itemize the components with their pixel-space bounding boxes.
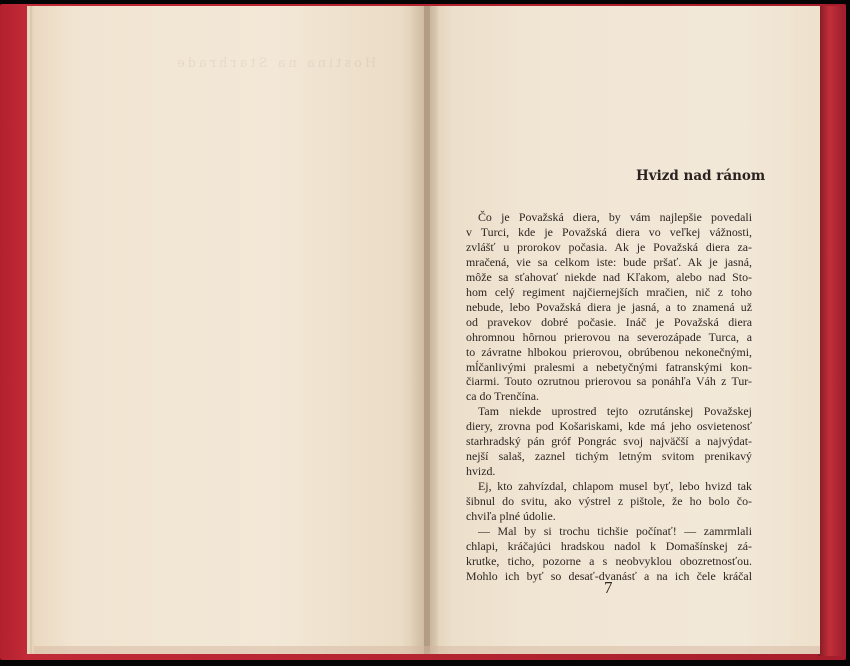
left-page bbox=[34, 6, 430, 654]
chapter-title: Hvizd nad ránom bbox=[636, 168, 766, 184]
text-line: nebude, lebo Považská diera je jasná, a to znamená už bbox=[466, 299, 752, 314]
text-line: — Mal by si trochu tichšie počínať! — zamrmlali bbox=[478, 524, 752, 539]
text-line: od pravekov dobré počasie. Ináč je Považská diera bbox=[466, 314, 752, 329]
text-line: hvizd. bbox=[466, 464, 496, 479]
text-line: to závratne hlbokou prierovou, obrúbenou nekonečnými, bbox=[466, 344, 752, 359]
text-line: nejší salaš, zaznel tichým letným svitom prenikavý bbox=[466, 449, 752, 464]
text-line: diery, zrovna pod Košariskami, kde má jeho osvietenosť bbox=[466, 419, 752, 434]
text-line: Tam niekde uprostred tejto ozrutánskej Považskej bbox=[478, 404, 752, 419]
text-line: starhradský pán gróf Pongrác svoj najväčší a najvýdat- bbox=[466, 434, 752, 449]
text-line: mračená, vie sa celkom iste: bude pršať. Ak je jasná, bbox=[466, 254, 752, 269]
text-line: čiarmi. Touto ozrutnou prierovou sa ponáhľa Váh z Tur- bbox=[466, 374, 752, 389]
text-line: môže sa sťahovať niekde nad Kľakom, alebo nad Sto- bbox=[466, 269, 752, 284]
text-line: Ej, kto zahvízdal, chlapom musel byť, lebo hvizd tak bbox=[478, 479, 752, 494]
text-line: zvlášť u prorokov počasia. Ak je Považská diera za- bbox=[466, 239, 752, 254]
page-number: 7 bbox=[604, 578, 613, 597]
text-line: mĺčanlivými pralesmi a nebetyčnými fatranskými kon- bbox=[466, 359, 752, 374]
text-line: hom celý regiment najčiernejších mračien, nič z toho bbox=[466, 284, 752, 299]
text-line: chviľa plné údolie. bbox=[466, 509, 556, 524]
book-cover-edge bbox=[818, 6, 844, 656]
text-line: Čo je Považská diera, by vám najlepšie povedali bbox=[478, 210, 752, 224]
text-line: v Turci, kde je Považská diera vo veľkej vážnosti, bbox=[466, 224, 752, 239]
text-line: ohromnou hôrnou prierovou na severozápade Turca, a bbox=[466, 329, 752, 344]
text-line: chlapi, kráčajúci hradskou nadol k Domašínskej zá- bbox=[466, 538, 752, 553]
page-bottom-edge bbox=[34, 646, 820, 654]
left-page-bleedthrough-header: Hostina na Starhrade bbox=[174, 56, 377, 71]
text-line: šibnul do svitu, ako výstrel z pištole, že ho bolo čo- bbox=[466, 494, 752, 509]
chapter-body bbox=[466, 210, 752, 584]
text-line: krutke, ticho, pozorne a s neobvyklou obozretnosťou. bbox=[466, 553, 752, 568]
book-gutter bbox=[424, 6, 438, 654]
text-line: Mohlo ich byť so desať-dvanásť a na ich čele kráčal bbox=[466, 568, 752, 583]
text-line: ca do Trenčína. bbox=[466, 389, 539, 404]
